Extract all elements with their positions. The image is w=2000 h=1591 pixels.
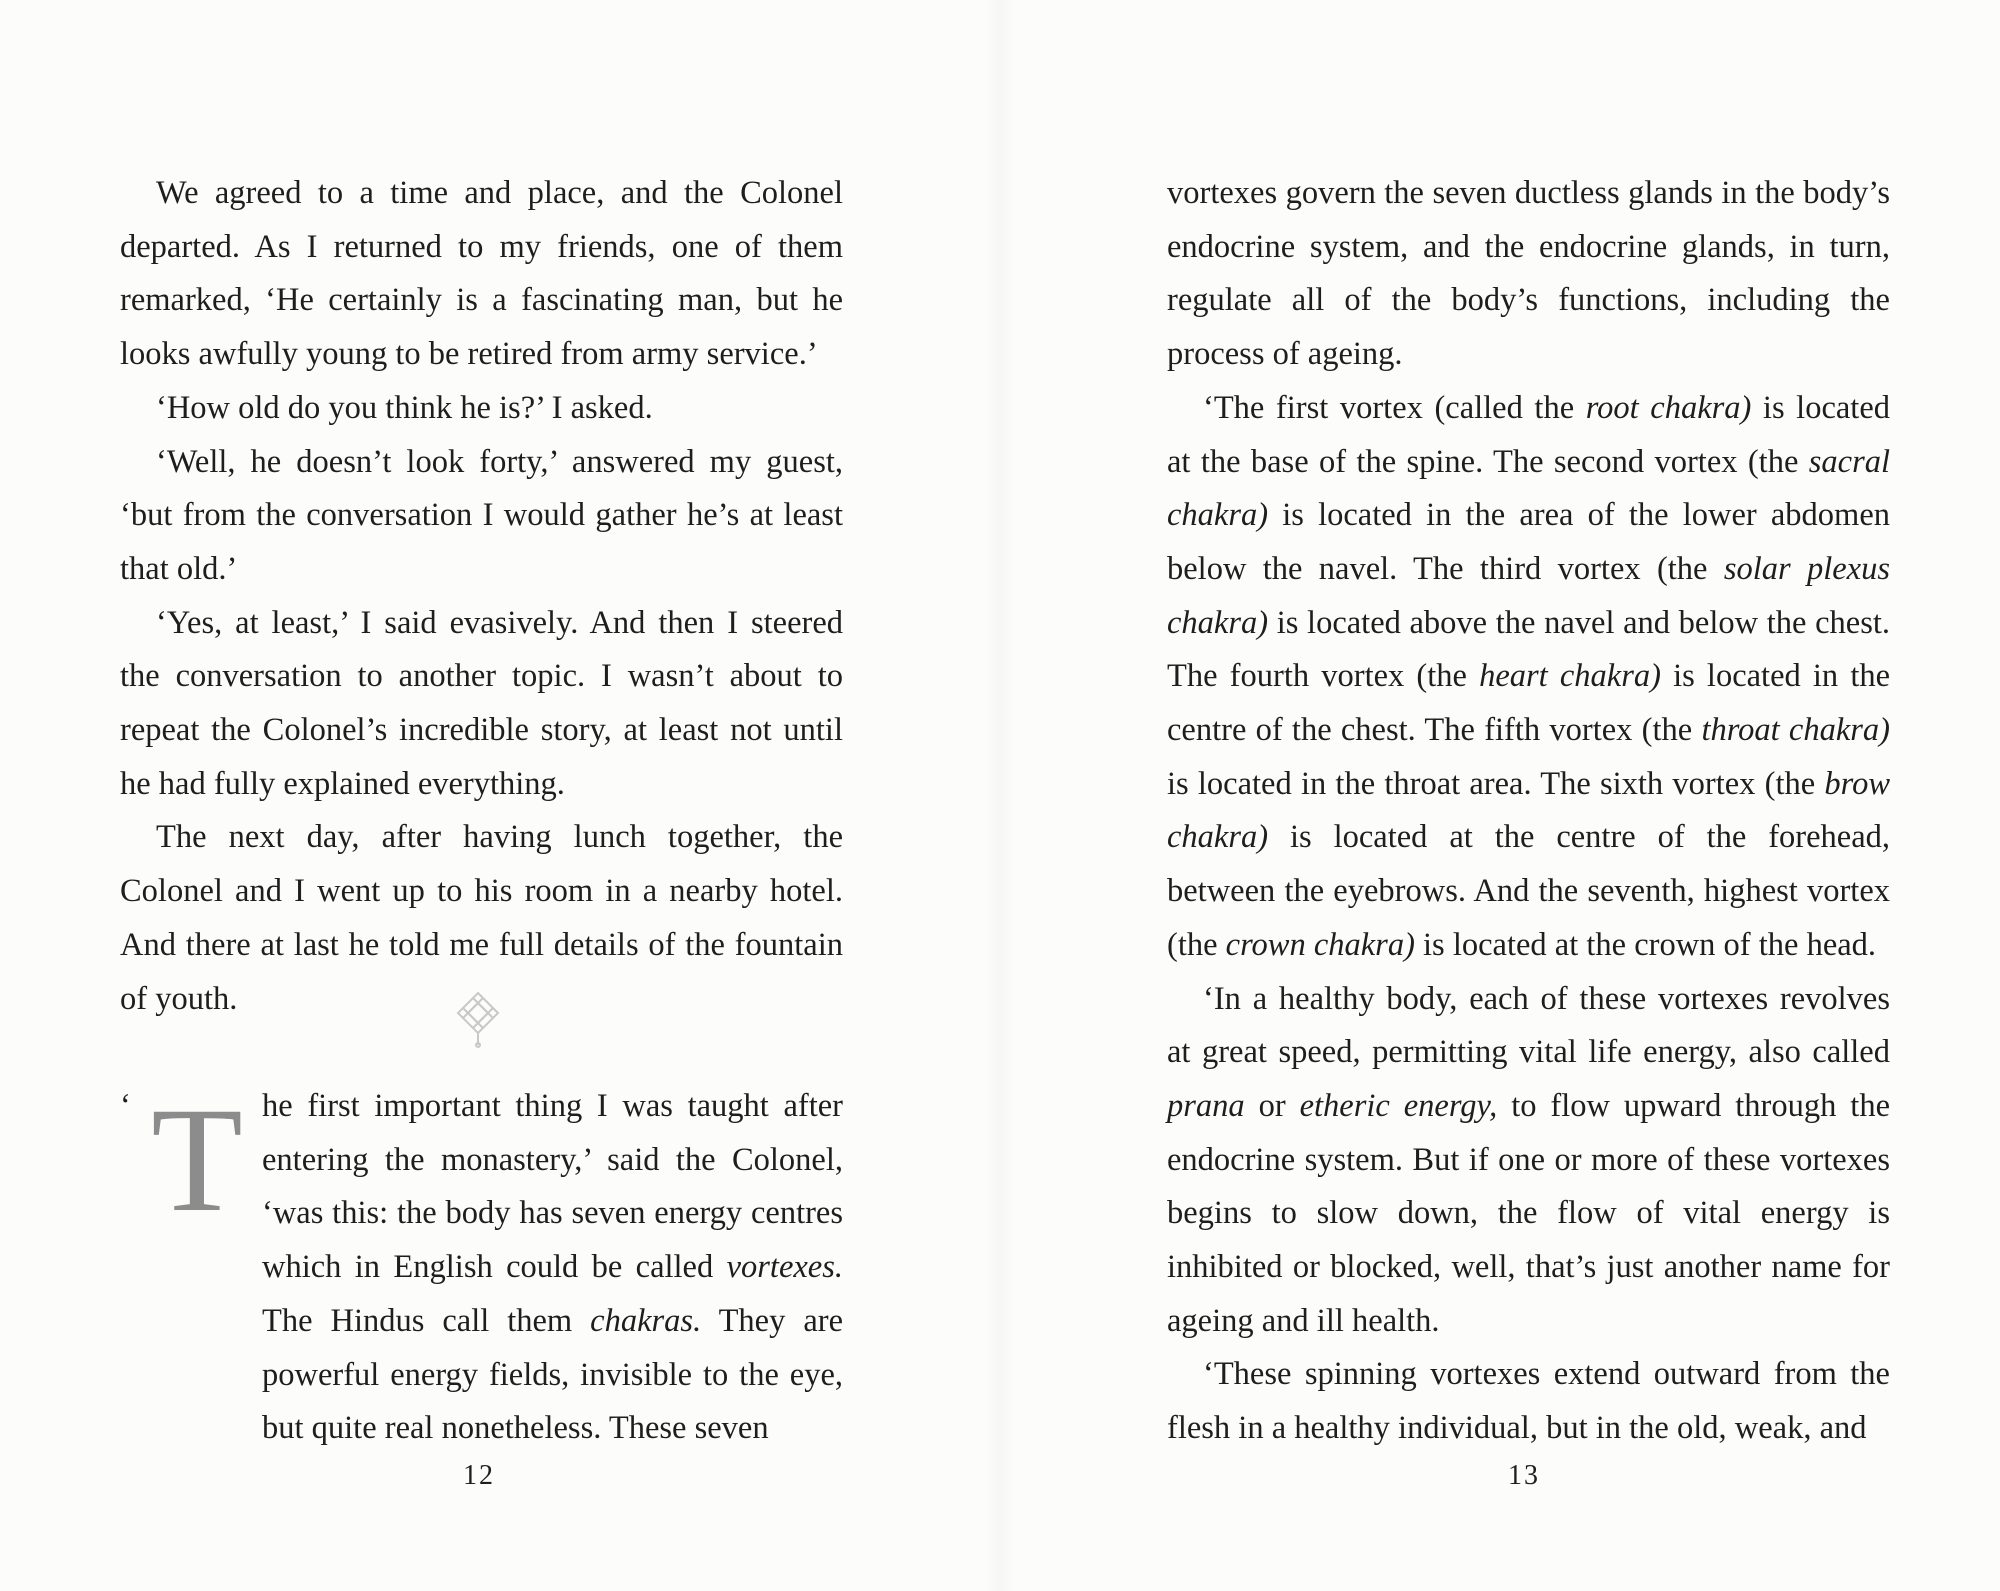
right-page	[1000, 0, 2000, 1591]
term-prana: prana	[1167, 1087, 1245, 1124]
paragraph: ‘How old do you think he is?’ I asked.	[156, 389, 653, 426]
dropcap-letter: T	[151, 1092, 243, 1222]
left-page-text	[120, 167, 843, 1026]
endless-knot-ornament-icon	[454, 990, 502, 1048]
text-run: or	[1258, 1087, 1286, 1124]
paragraph: We agreed to a time and place, and the Colonel departed. As I returned to my friends, one of them remarked, ‘He certainly is a fascinating man, but he looks awfully young to be retired from army service.’	[120, 175, 843, 373]
term-root-chakra: root chakra)	[1585, 389, 1752, 426]
text-run: ‘In a healthy body, each of these vortexes revolves at great speed, permitting vital life energy, also called	[1167, 980, 1890, 1071]
paragraph: ‘Yes, at least,’ I said evasively. And then I steered the conversation to another topic. I wasn’t about to repeat the Colonel’s incredible story, at least not until he had fully explained everything.	[120, 604, 843, 802]
term-brow-chakra: brow chakra)	[1167, 765, 1890, 856]
paragraph: ‘Well, he doesn’t look forty,’ answered my guest, ‘but from the conversation I would gather he’s at least that old.’	[120, 443, 843, 587]
page-number-left: 12	[463, 1460, 495, 1491]
dropcap-rest: he first important thing I was taught after entering the monastery,’ said the Colonel, ‘was this: the body has seven energy centres which in English could be called	[262, 1088, 843, 1286]
text-run: ‘The first vortex (called the	[1203, 389, 1575, 426]
dropcap-quote: ‘	[120, 1088, 131, 1124]
dropcap-paragraph	[120, 1080, 843, 1456]
term-sacral-chakra: sacral chakra)	[1167, 443, 1890, 534]
paragraph: vortexes govern the seven ductless glands in the body’s endocrine system, and the endocrine glands, in turn, regulate all of the body’s functions, including the process of ageing.	[1167, 175, 1890, 373]
text-run: is located in the centre of the chest. The fifth vortex (the	[1167, 658, 1891, 749]
text-after-chakras: They are powerful energy fields, invisible to the eye, but quite real nonetheless. These seven	[262, 1302, 843, 1447]
term-solar-plexus-chakra: solar plexus chakra)	[1167, 550, 1890, 641]
dropcap-lines	[120, 1080, 843, 1456]
term-chakras: chakras.	[590, 1302, 702, 1339]
right-page-text	[1167, 167, 1890, 1456]
paragraph: The next day, after having lunch together, the Colonel and I went up to his room in a nearby hotel. And there at last he told me full details of the fountain of youth.	[120, 819, 843, 1017]
text-run: to flow upward through the endocrine system. But if one or more of these vortexes begins to slow down, the flow of vital energy is inhibited or blocked, well, that’s just another name for ageing and ill health.	[1167, 1087, 1891, 1339]
text-run: is located at the base of the spine. The second vortex (the	[1167, 389, 1891, 480]
text-run: is located in the area of the lower abdomen below the navel. The third vortex (the	[1167, 497, 1891, 587]
term-etheric-energy: etheric energy,	[1299, 1087, 1498, 1124]
paragraph-healthy-body	[1167, 973, 1890, 1349]
term-throat-chakra: throat chakra)	[1701, 712, 1890, 749]
term-vortexes: vortexes.	[726, 1249, 844, 1286]
page-number-right: 13	[1508, 1460, 1540, 1491]
text-run: is located at the crown of the head.	[1423, 926, 1877, 963]
text-run: is located above the navel and below the chest. The fourth vortex (the	[1167, 604, 1890, 695]
term-crown-chakra: crown chakra)	[1225, 926, 1415, 963]
paragraph: ‘These spinning vortexes extend outward from the flesh in a healthy individual, but in the old, weak, and	[1167, 1356, 1890, 1447]
text-run: is located in the throat area. The sixth vortex (the	[1167, 765, 1816, 802]
text-after-vortexes: The Hindus call them	[262, 1302, 573, 1339]
paragraph-chakra-locations	[1167, 382, 1890, 973]
text-run: is located at the centre of the forehead, between the eyebrows. And the seventh, highest vortex (the	[1167, 819, 1891, 963]
term-heart-chakra: heart chakra)	[1479, 658, 1661, 695]
